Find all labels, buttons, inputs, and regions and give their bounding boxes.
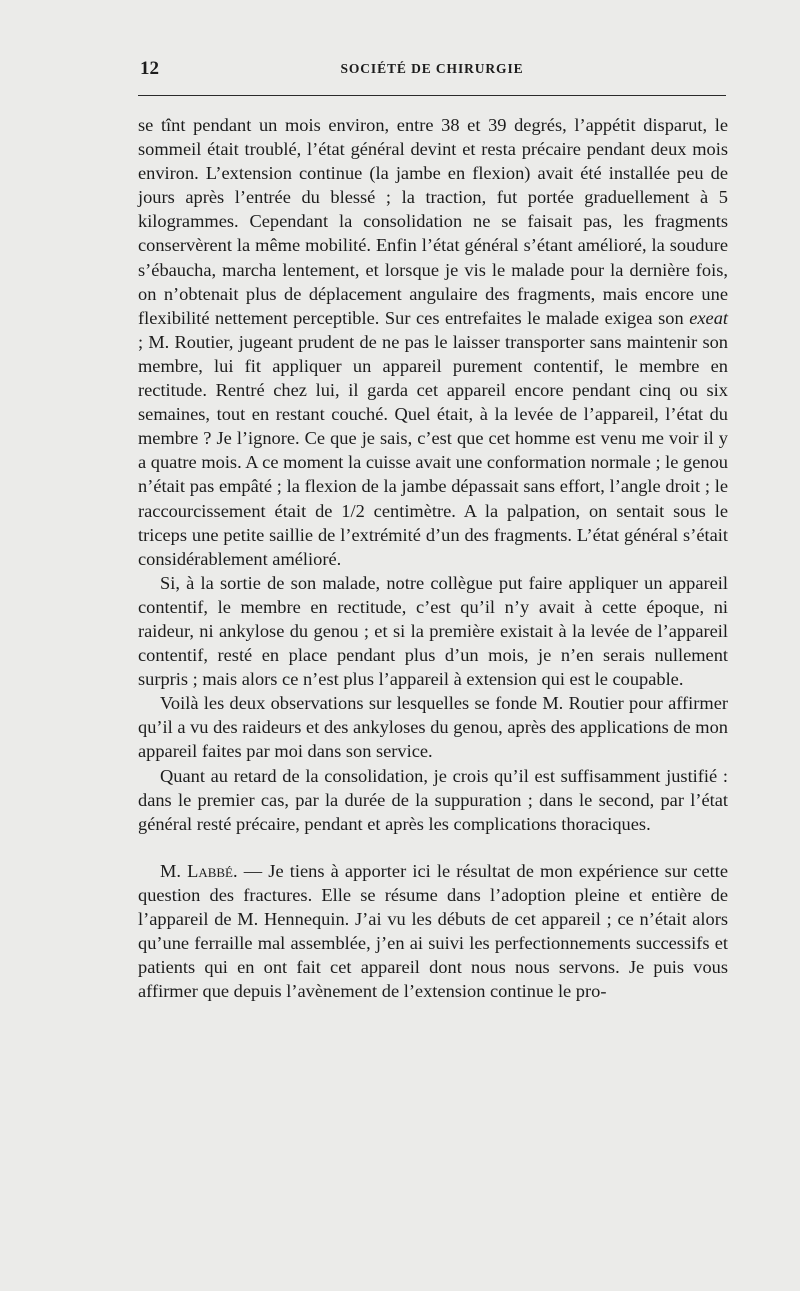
- page-header: [138, 58, 726, 82]
- header-rule: [138, 95, 726, 96]
- running-title: SOCIÉTÉ DE CHIRURGIE: [340, 61, 524, 76]
- italic-exeat: exeat: [689, 307, 728, 328]
- body-text: [138, 113, 728, 1003]
- speaker-separator: . —: [233, 860, 269, 881]
- paragraph-1-text: se tînt pendant un mois environ, entre 38 et 39 degrés, l’appétit disparut, le sommeil était troublé, l’état général devint et resta précaire pendant deux mois environ. L’extension continue (la jambe en flexion) avait été installée peu de jours après l’entrée du blessé ; la traction, fut portée graduellement à 5 kilogrammes. Cependant la consolidation ne se faisait pas, les fragments conservèrent la même mobilité. Enfin l’état général s’étant amélioré, la soudure s’ébaucha, marcha lentement, et lorsque je vis le malade pour la dernière fois, on n’obtenait plus de déplacement angulaire des fragments, mais encore une flexibilité nettement perceptible. Sur ces entrefaites le malade exigea son: [138, 115, 728, 328]
- paragraph-1: [138, 113, 728, 571]
- paragraph-2: [138, 571, 728, 691]
- paragraph-3: [138, 691, 728, 763]
- paragraph-3-text: Voilà les deux observations sur lesquelles se fonde M. Routier pour affirmer qu’il a vu des raideurs et des ankyloses du genou, après des applications de mon appareil faites par moi dans son service.: [138, 693, 728, 762]
- paragraph-2-text: Si, à la sortie de son malade, notre collègue put faire appliquer un appareil contentif, le membre en rectitude, c’est qu’il n’y avait à cette époque, ni raideur, ni ankylose du genou ; et si la première existait à la levée de l’appareil contentif, resté en place pendant plus d’un mois, je n’en serais nullement surpris ; mais alors ce n’est plus l’appareil à extension qui est le coupable.: [138, 572, 728, 690]
- speaker-text: Je tiens à apporter ici le résultat de mon expérience sur cette question des fractures. Elle se résume dans l’adoption pleine et entière de l’appareil de M. Hennequin. J’ai vu les débuts de cet appareil ; ce n’était alors qu’une ferraille mal assemblée, j’en ai suivi les perfectionnements successifs et patients qui en ont fait cet appareil dont nous nous servons. Je puis vous affirmer que depuis l’avènement de l’extension continue le pro-: [138, 860, 728, 1002]
- speaker-prefix: M.: [160, 860, 188, 881]
- page-number: 12: [140, 58, 159, 79]
- speaker-name: Labbé: [187, 860, 233, 881]
- paragraph-gap: [138, 836, 728, 859]
- speaker-paragraph: [138, 859, 728, 1004]
- paragraph-4: [138, 764, 728, 836]
- paragraph-4-text: Quant au retard de la consolidation, je crois qu’il est suffisamment justifié : dans le premier cas, par la durée de la suppuration ; dans le second, par l’état général resté précaire, pendant et après les complications thoraciques.: [138, 765, 728, 834]
- paragraph-1-text-after: ; M. Routier, jugeant prudent de ne pas le laisser transporter sans maintenir son membre, lui fit appliquer un appareil purement contentif, le membre en rectitude. Rentré chez lui, il garda cet appareil encore pendant cinq ou six semaines, tout en restant couché. Quel était, à la levée de l’appareil, l’état du membre ? Je l’ignore. Ce que je sais, c’est que cet homme est venu me voir il y a quatre mois. A ce moment la cuisse avait une conformation normale ; le genou n’était pas empâté ; la flexion de la jambe dépassait sans effort, l’angle droit ; le raccourcissement était de 1/2 centimètre. A la palpation, on sentait sous le triceps une petite saillie de l’extrémité d’un des fragments. L’état général s’était considérablement amélioré.: [138, 331, 728, 569]
